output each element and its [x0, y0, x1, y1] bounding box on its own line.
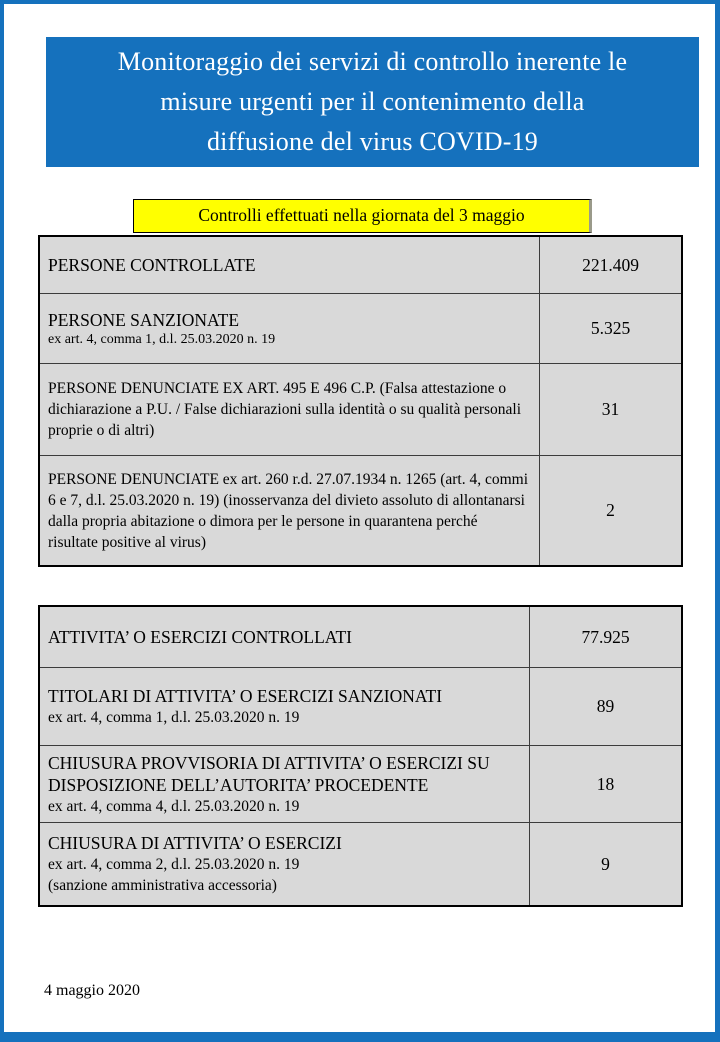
title-banner [46, 37, 699, 167]
row-label-line: ATTIVITA’ O ESERCIZI CONTROLLATI [48, 627, 352, 647]
daily-controls-banner: Controlli effettuati nella giornata del 3 maggio [133, 199, 592, 233]
table-row [40, 822, 681, 905]
row-label [40, 607, 529, 667]
activities-controls-table [38, 605, 683, 907]
row-label-line: ex art. 4, comma 4, d.l. 25.03.2020 n. 19 [48, 797, 300, 815]
row-label-line: PERSONE SANZIONATE [48, 309, 240, 330]
row-label-line: (sanzione amministrativa accessoria) [48, 877, 277, 894]
table-row [40, 455, 681, 565]
row-value: 5.325 [539, 294, 681, 363]
row-label-line: ex art. 4, comma 1, d.l. 25.03.2020 n. 19 [48, 709, 300, 726]
row-value: 77.925 [529, 607, 681, 667]
row-label [40, 456, 539, 565]
row-label-line: CHIUSURA PROVVISORIA DI ATTIVITA’ O ESERCIZI SU DISPOSIZIONE DELL’AUTORITA’ PROCEDENTE [48, 752, 490, 795]
row-value: 31 [539, 364, 681, 455]
table-row [40, 363, 681, 455]
row-label-line: PERSONE CONTROLLATE [48, 255, 256, 275]
row-label-line: CHIUSURA DI ATTIVITA’ O ESERCIZI [48, 833, 342, 853]
table-row [40, 745, 681, 822]
footer-date: 4 maggio 2020 [44, 982, 140, 999]
row-value: 9 [529, 823, 681, 905]
row-value: 2 [539, 456, 681, 565]
row-label-line: ex art. 4, comma 2, d.l. 25.03.2020 n. 19 [48, 856, 300, 873]
table-row [40, 237, 681, 293]
row-label [40, 294, 539, 363]
row-value: 221.409 [539, 237, 681, 293]
persons-controls-table [38, 235, 683, 567]
row-value: 89 [529, 668, 681, 745]
table-row [40, 667, 681, 745]
row-label [40, 364, 539, 455]
row-label-line: PERSONE DENUNCIATE EX ART. 495 E 496 C.P. (Falsa attestazione o dichiarazione a P.U. / False dichiarazioni sulla identità o su qualità personali proprie o di altri) [48, 380, 522, 439]
row-label-line: TITOLARI DI ATTIVITA’ O ESERCIZI SANZIONATI [48, 686, 443, 706]
row-label [40, 746, 529, 822]
title-line-1: Monitoraggio dei servizi di controllo inerente le [117, 47, 628, 76]
row-label [40, 668, 529, 745]
row-label [40, 237, 539, 293]
title-line-3: diffusione del virus COVID-19 [206, 127, 538, 156]
row-label-line: ex art. 4, comma 1, d.l. 25.03.2020 n. 19 [48, 331, 276, 347]
title-line-2: misure urgenti per il contenimento della [160, 87, 585, 116]
table-row [40, 607, 681, 667]
row-label-line: PERSONE DENUNCIATE ex art. 260 r.d. 27.07.1934 n. 1265 (art. 4, commi 6 e 7, d.l. 25.03.2020 n. 19) (inosservanza del divieto assoluto di allontanarsi dalla propria abitazione o dimora per le persone in quarantena perché risultate positive al virus) [48, 470, 529, 551]
row-label [40, 823, 529, 905]
row-value: 18 [529, 746, 681, 822]
table-row [40, 293, 681, 363]
